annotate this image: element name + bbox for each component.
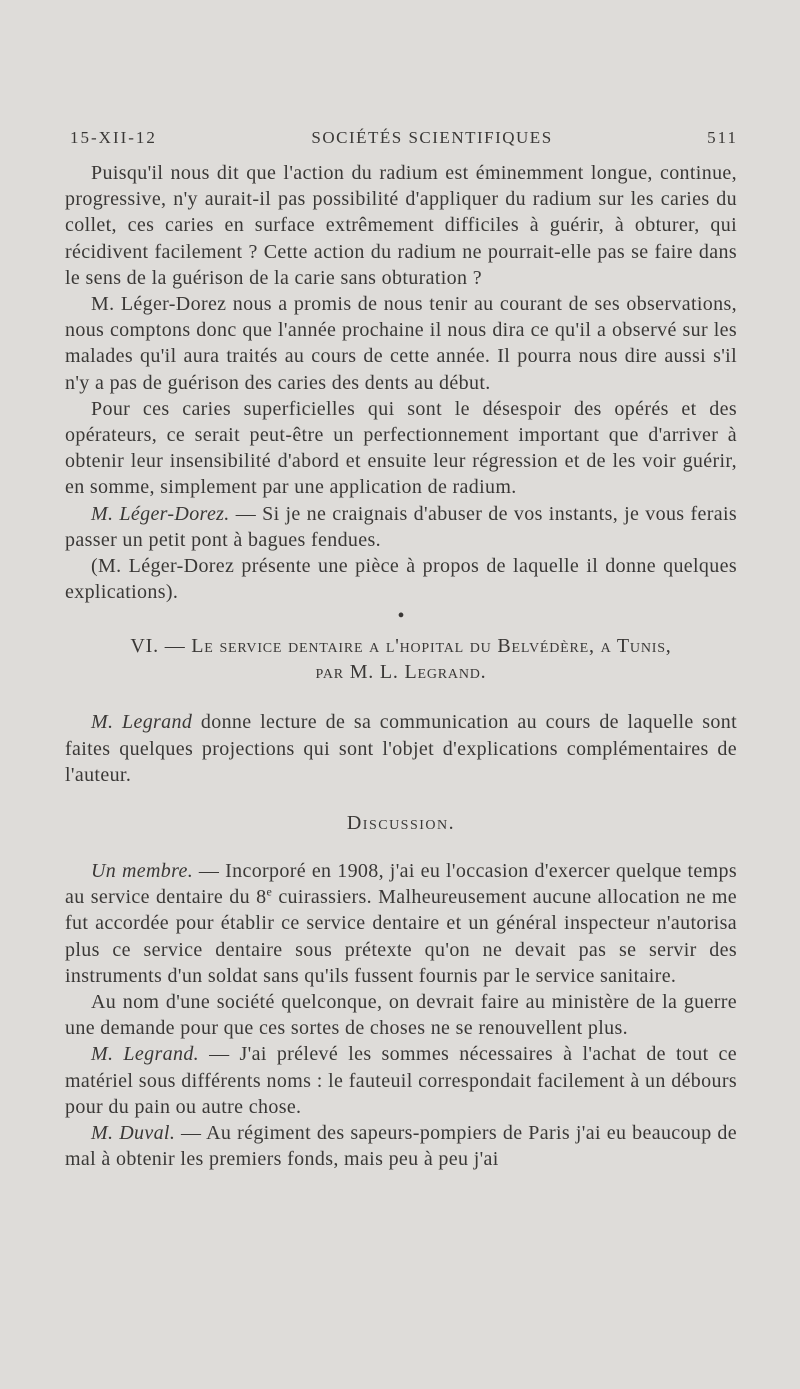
speaker-name: M. Duval. [91, 1122, 176, 1145]
paragraph-presentation-note: (M. Léger-Dorez présente une pièce à propos de laquelle il donne quelques explications). [65, 555, 737, 604]
speaker-name: Un membre. [91, 860, 194, 883]
paragraph-superficial-caries: Pour ces caries superficielles qui sont le désespoir des opérés et des opérateurs, ce serait peut-être un perfectionnement important que d'arriver à obtenir leur insensibilité d'abord et ensuite leur régression et de les voir guérir, en somme, simplement par une application de radium. [65, 397, 737, 499]
paragraph-duval-reply: M. Duval. — Au régiment des sapeurs-pompiers de Paris j'ai eu beaucoup de mal à obtenir les premiers fonds, mais peu à peu j'ai [65, 1122, 738, 1171]
speaker-name: M. Legrand [91, 711, 193, 734]
page-body [65, 160, 737, 1173]
paragraph-ministry-request: Au nom d'une société quelconque, on devrait faire au ministère de la guerre une demande pour que ces sortes de choses ne se renouvellent plus. [65, 991, 737, 1040]
paragraph-leger-dorez-reply: M. Léger-Dorez. — Si je ne craignais d'abuser de vos instants, je vous ferais passer un petit pont à bagues fendues. [65, 502, 737, 551]
page-number: 511 [707, 128, 738, 147]
header-title: SOCIÉTÉS SCIENTIFIQUES [311, 128, 553, 147]
separator-dot: • [397, 605, 405, 628]
speaker-name: M. Léger-Dorez. [91, 502, 230, 525]
section-heading-line1: VI. — Le service dentaire a l'hopital du Belvédère, a Tunis, [130, 635, 672, 658]
running-header [70, 128, 738, 148]
paragraph-legrand-reply: M. Legrand. — J'ai prélevé les sommes nécessaires à l'achat de tout ce matériel sous différents noms : le fauteuil correspondait facilement à un débours pour du pain ou autre chose. [65, 1043, 738, 1118]
paragraph-legrand-communication: M. Legrand donne lecture de sa communication au cours de laquelle sont faites quelques projections qui sont l'objet d'explications complémentaires de l'auteur. [65, 711, 737, 786]
paragraph-leger-dorez-promise: M. Léger-Dorez nous a promis de nous tenir au courant de ses observations, nous comptons donc que l'année prochaine il nous dira ce qu'il a observé sur les malades qu'il aura traités au cours de cette année. Il pourra nous dire aussi s'il n'y a pas de guérison des caries des dents au début. [65, 293, 737, 394]
header-date: 15-XII-12 [70, 128, 157, 147]
speaker-name: M. Legrand. [91, 1043, 200, 1066]
discussion-heading: Discussion. [346, 812, 456, 835]
paragraph-radium-question: Puisqu'il nous dit que l'action du radium est éminemment longue, continue, progressive, n'y aurait-il pas possibilité d'appliquer du radium sur les caries du collet, ces caries en surface extrêmement difficiles à guérir, à obturer, qui récidivent facilement ? Cette action du radium ne pourrait-elle pas se faire dans le sens de la guérison de la carie sans obturation ? [65, 162, 737, 289]
section-heading-line2: par M. L. Legrand. [315, 661, 487, 684]
paragraph-member-remark: Un membre. — Incorporé en 1908, j'ai eu l'occasion d'exercer quelque temps au service dentaire du 8e cuirassiers. Malheureusement aucune allocation ne me fut accordée pour établir ce service dentaire et un général inspecteur n'autorisa plus ce service dentaire sous prétexte qu'on ne devait pas se servir des instruments d'un soldat sans qu'ils fussent fournis par le service sanitaire. [65, 860, 738, 987]
